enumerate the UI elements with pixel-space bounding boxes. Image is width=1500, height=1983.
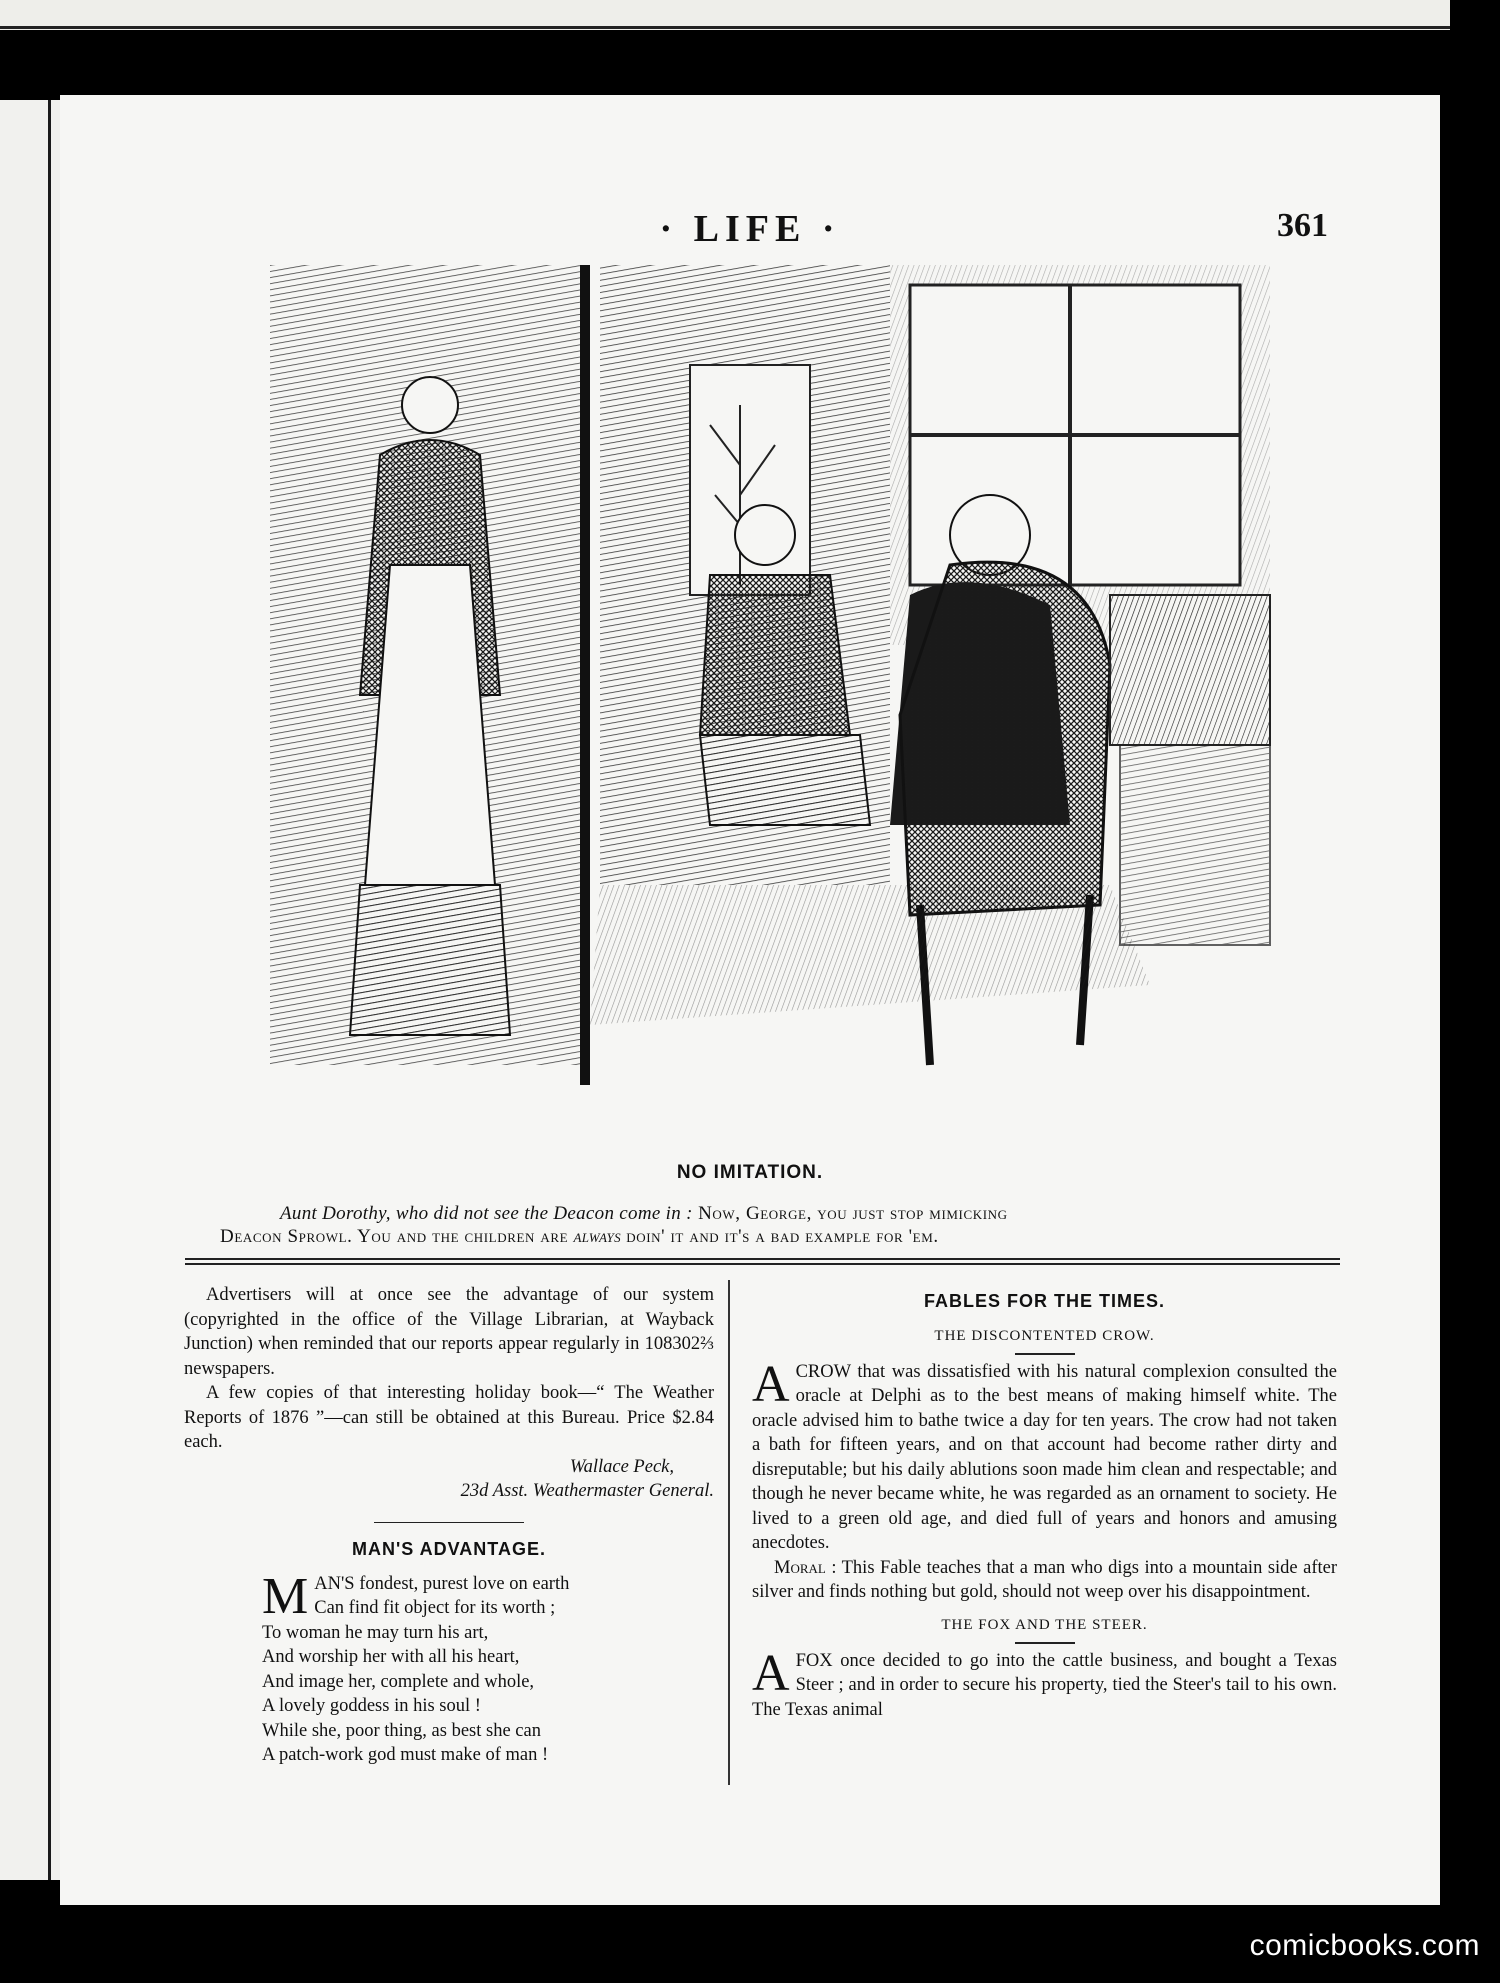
site-watermark: comicbooks.com xyxy=(1249,1929,1480,1962)
gutter-line xyxy=(48,100,51,1880)
fables-title: FABLES FOR THE TIMES. xyxy=(923,1291,1165,1311)
door-frame xyxy=(580,265,590,1085)
column-divider xyxy=(728,1280,730,1785)
fable-1-dropcap: A xyxy=(752,1355,790,1413)
ad-paragraph-1: Advertisers will at once see the advantage of our system (copyrighted in the office of the Village Librarian, at Wayback Junction) when reminded that our reports appear regularly in 108302⅔ newspapers. xyxy=(184,1285,714,1379)
moral-paragraph xyxy=(752,1556,1337,1605)
caption-dialogue-2b: doin' it and it's a bad example for 'em. xyxy=(620,1226,939,1247)
poem-line: AN'S fondest, purest love on earth xyxy=(314,1573,570,1594)
fable-2-title: THE FOX AND THE STEER. xyxy=(941,1616,1148,1633)
caption-speaker: Aunt Dorothy, who did not see the Deacon come in : xyxy=(280,1203,693,1224)
divider-rule-top xyxy=(185,1258,1340,1260)
poem-line: To woman he may turn his art, xyxy=(262,1622,489,1643)
poem-line: A lovely goddess in his soul ! xyxy=(262,1696,481,1716)
signature-title: 23d Asst. Weathermaster General. xyxy=(460,1481,714,1501)
caption-dialogue-2a: Deacon Sprowl. You and the children are xyxy=(220,1226,574,1247)
ad-paragraph-2: A few copies of that interesting holiday book—“ The Weather Reports of 1876 ”—can still be obtained at this Bureau. Price $2.84 each. xyxy=(184,1383,714,1452)
right-column xyxy=(752,1283,1337,1722)
poem-line: And worship her with all his heart, xyxy=(262,1647,520,1667)
section-rule xyxy=(374,1522,524,1524)
side-cabinet xyxy=(1110,595,1270,945)
fable-2-body: FOX once decided to go into the cattle business, and bought a Texas Steer ; and in order to secure his property, tied the Steer's tail to his own. The Texas animal xyxy=(752,1650,1337,1720)
caption-line-1 xyxy=(280,1203,1008,1225)
moral-text: This Fable teaches that a man who digs into a mountain side after silver and finds nothing but gold, should not weep over his disappointment. xyxy=(752,1557,1337,1602)
caption-line-2 xyxy=(220,1226,939,1248)
fable-1-rule xyxy=(1015,1353,1075,1355)
fable-2-rule xyxy=(1015,1642,1075,1644)
moral-label: Moral : xyxy=(774,1557,837,1578)
poem xyxy=(184,1567,714,1768)
left-column xyxy=(184,1283,714,1768)
fable-1-text xyxy=(752,1355,1337,1556)
fable-2-dropcap: A xyxy=(752,1644,790,1702)
magazine-page xyxy=(60,95,1440,1905)
previous-page-edge xyxy=(0,100,60,1880)
caption-dialogue-1: Now, George, you just stop mimicking xyxy=(698,1203,1008,1224)
poem-line: While she, poor thing, as best she can xyxy=(262,1720,541,1741)
masthead: · LIFE · xyxy=(659,208,841,250)
top-edge-line xyxy=(0,26,1450,29)
poem-line: A patch-work god must make of man ! xyxy=(262,1745,549,1765)
fable-1-body: CROW that was dissatisfied with his natural complexion consulted the oracle at Delphi as to the best means of making himself white. The oracle advised him to bathe twice a day for ten years. The crow had not taken a bath for fifteen years, and on that account had become rather dirty and disreputable; but his daily ablutions soon made him clean and respectable; and though he never became white, he was regarded as an ornament to society. He lived to a green old age, and died full of years and honors and amusing anecdotes. xyxy=(752,1361,1337,1553)
page-number: 361 xyxy=(1277,207,1328,244)
floor-shadow xyxy=(590,885,1150,1025)
signature-name: Wallace Peck, xyxy=(569,1456,674,1477)
cartoon-title: NO IMITATION. xyxy=(676,1162,824,1183)
engraving-illustration xyxy=(270,265,1300,1145)
fable-1-title: THE DISCONTENTED CROW. xyxy=(934,1327,1155,1344)
poem-line: And image her, complete and whole, xyxy=(262,1671,535,1692)
divider-rule-bottom xyxy=(185,1263,1340,1265)
poem-title: MAN'S ADVANTAGE. xyxy=(352,1539,546,1559)
fable-2-text xyxy=(752,1644,1337,1723)
poem-line: Can find fit object for its worth ; xyxy=(314,1598,556,1618)
caption-emphasis: always xyxy=(573,1226,621,1247)
poem-dropcap: M xyxy=(262,1567,309,1625)
